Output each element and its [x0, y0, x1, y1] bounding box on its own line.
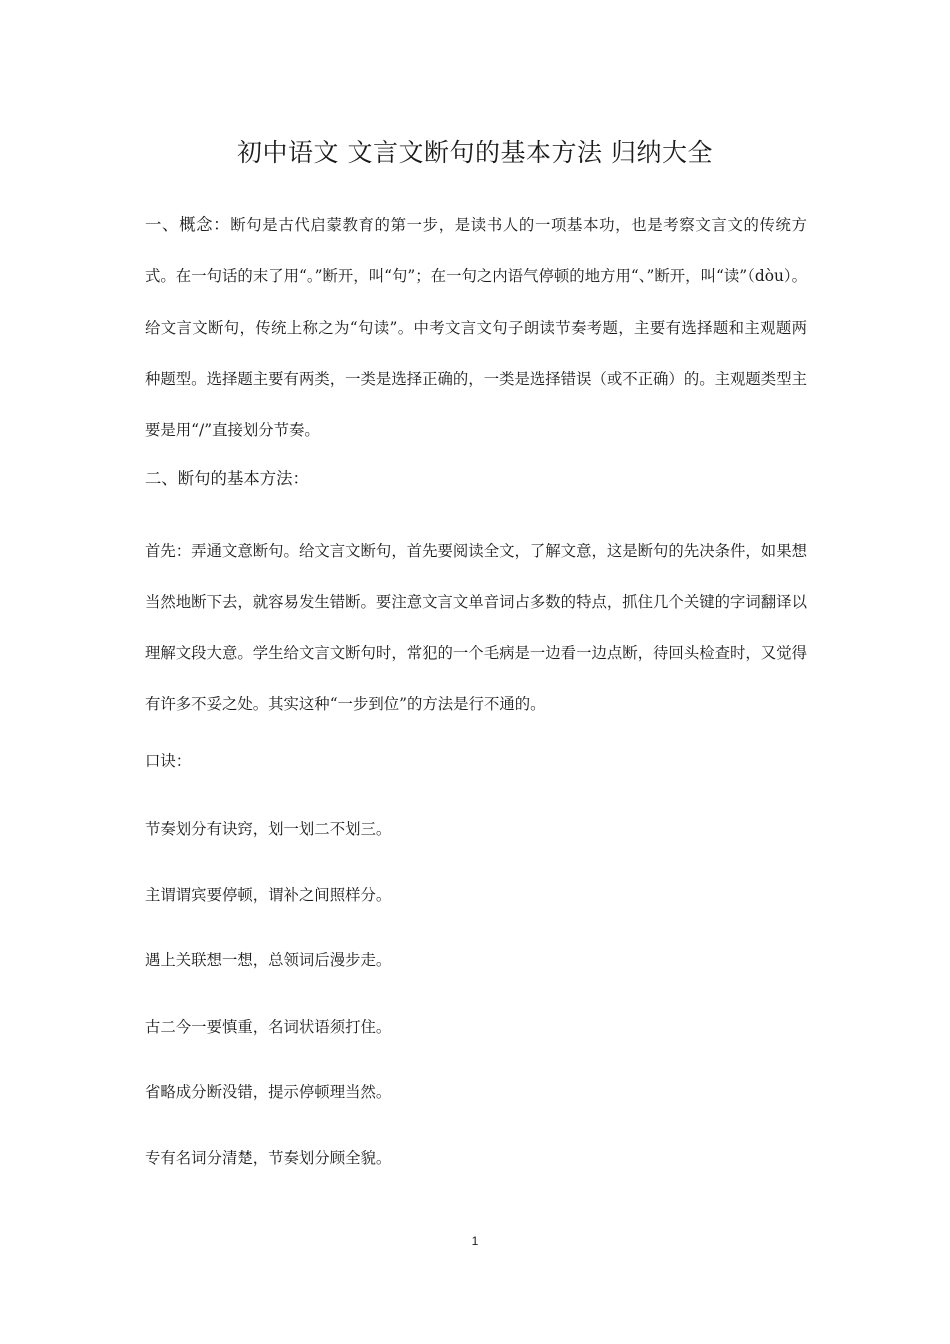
- concept-text: 断句是古代启蒙教育的第一步，是读书人的一项基本功，也是考察文言文的传统方式。在一句话的末了用“。”断开，叫“句”；在一句之内语气停顿的地方用“、”断开，叫“读”（dòu）。给文言文断句，传统上称之为“句读”。中考文言文句子朗读节奏考题，主要有选择题和主观题两种题型。选择题主要有两类，一类是选择正确的，一类是选择错误（或不正确）的。主观题类型主要是用“/”直接划分节奏。: [145, 216, 807, 440]
- mnemonic-line: 节奏划分有诀窍，划一划二不划三。: [145, 820, 392, 838]
- concept-paragraph: [145, 199, 807, 456]
- mnemonic-label: 口诀：: [145, 752, 192, 770]
- mnemonic-line: 专有名词分清楚，节奏划分顾全貌。: [145, 1149, 392, 1167]
- mnemonic-line: 古二今一要慎重，名词状语须打住。: [145, 1018, 392, 1036]
- concept-heading: 一、概念：: [145, 215, 231, 234]
- first-method-paragraph: 首先：弄通文意断句。给文言文断句，首先要阅读全文，了解文意，这是断句的先决条件，如果想当然地断下去，就容易发生错断。要注意文言文单音词占多数的特点，抓住几个关键的字词翻译以理解文段大意。学生给文言文断句时，常犯的一个毛病是一边看一边点断，待回头检查时，又觉得有许多不妥之处。其实这种“一步到位”的方法是行不通的。: [145, 542, 807, 713]
- page-number: 1: [471, 1234, 479, 1248]
- mnemonic-line: 主谓谓宾要停顿，谓补之间照样分。: [145, 886, 392, 904]
- document-title: 初中语文 文言文断句的基本方法 归纳大全: [237, 138, 713, 167]
- mnemonic-line: 遇上关联想一想，总领词后漫步走。: [145, 951, 392, 969]
- section-heading-methods: 二、断句的基本方法：: [145, 469, 309, 488]
- mnemonic-line: 省略成分断没错，提示停顿理当然。: [145, 1083, 392, 1101]
